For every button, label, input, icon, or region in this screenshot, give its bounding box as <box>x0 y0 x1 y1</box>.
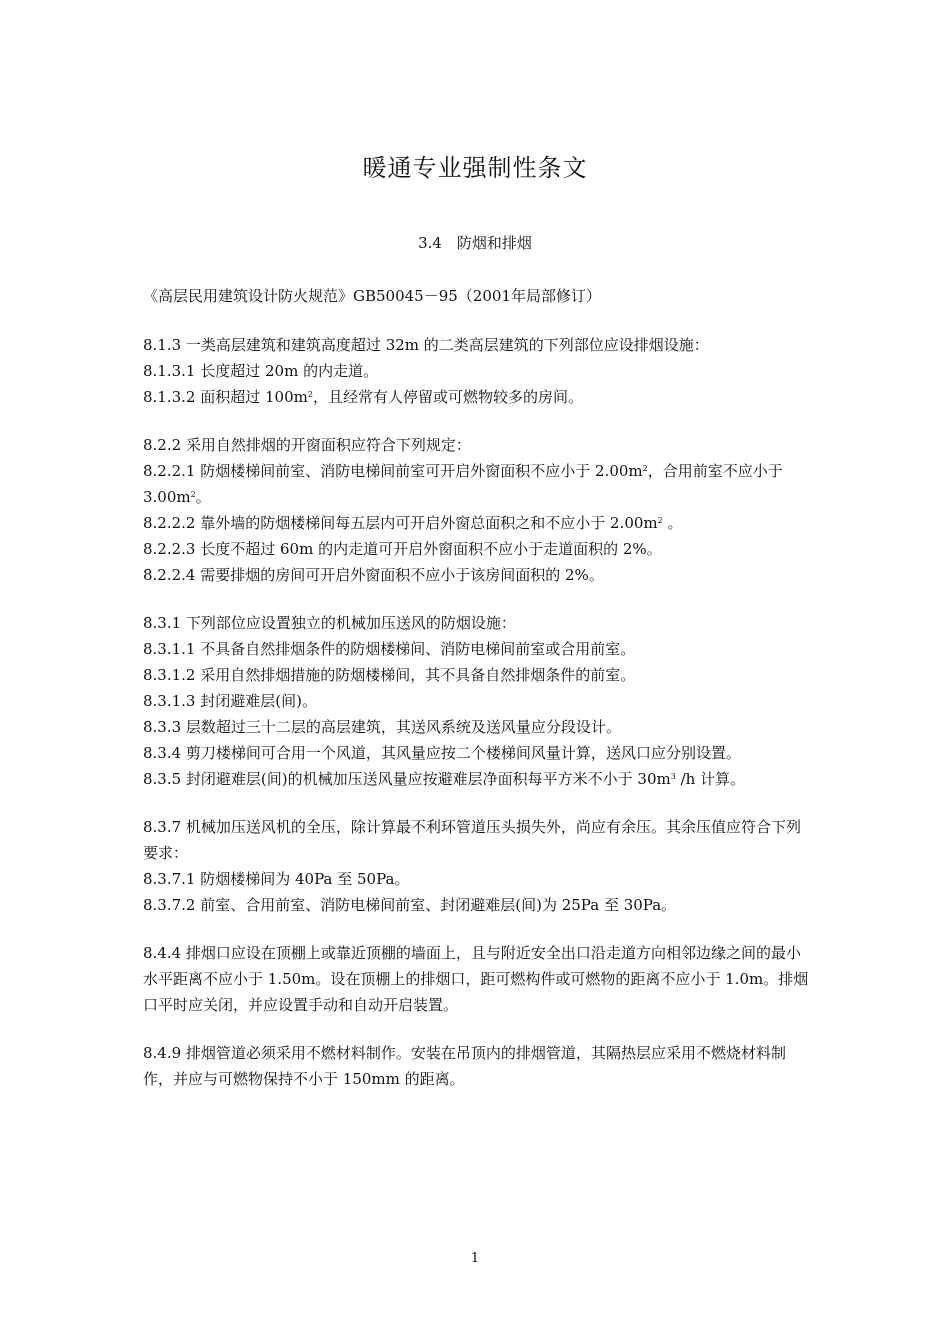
clause-8-1-3-2: 8.1.3.2 面积超过 $100m^2$，且经常有人停留或可燃物较多的房间。 <box>143 388 583 406</box>
superscript: 2 <box>190 490 196 499</box>
clause-8-3-7-1: 8.3.7.1 防烟楼梯间为 40Pa 至 50Pa。 <box>143 870 410 888</box>
clause-8-2-2: 8.2.2 采用自然排烟的开窗面积应符合下列规定： <box>143 436 471 454</box>
clause-8-2-2-3: 8.2.2.3 长度不超过 60m 的内走道可开启外窗面积不应小于走道面积的 2%。 <box>143 540 662 558</box>
superscript: 2 <box>642 464 648 473</box>
clause-8-3-7: 8.3.7 机械加压送风机的全压，除计算最不利环管道压头损失外，尚应有余压。其余压值应符合下列要求： <box>143 818 801 862</box>
clause-8-3-1-1: 8.3.1.1 不具备自然排烟条件的防烟楼梯间、消防电梯间前室或合用前室。 <box>143 640 636 658</box>
clause-8-1-3-1: 8.1.3.1 长度超过 20m 的内走道。 <box>143 362 379 380</box>
clause-8-3-3: 8.3.3 层数超过三十二层的高层建筑，其送风系统及送风量应分段设计。 <box>143 718 621 736</box>
clause-8-1-3: 8.1.3 一类高层建筑和建筑高度超过 32m 的二类高层建筑的下列部位应设排烟设施： <box>143 336 709 354</box>
clause-8-2-2-2: 8.2.2.2 靠外墙的防烟楼梯间每五层内可开启外窗总面积之和不应小于 $2.00m^2$ 。 <box>143 514 683 532</box>
clause-8-3-7-2: 8.3.7.2 前室、合用前室、消防电梯间前室、封闭避难层(间)为 25Pa 至 30Pa。 <box>143 896 677 914</box>
clause-8-3-1-3: 8.3.1.3 封闭避难层(间)。 <box>143 692 317 710</box>
section-heading: 3.4 防烟和排烟 <box>418 234 532 252</box>
clause-8-4-9: 8.4.9 排烟管道必须采用不燃材料制作。安装在吊顶内的排烟管道，其隔热层应采用不燃烧材料制作，并应与可燃物保持不小于 150mm 的距离。 <box>143 1044 786 1088</box>
superscript: 2 <box>307 390 313 399</box>
source-citation: 《高层民用建筑设计防火规范》GB50045－95（2001年局部修订） <box>143 287 601 305</box>
document-title: 暖通专业强制性条文 <box>362 154 588 182</box>
clause-8-2-2-1: 8.2.2.1 防烟楼梯间前室、消防电梯间前室可开启外窗面积不应小于 $2.00m^2$，合用前室不应小于 $3.00m^2$。 <box>143 462 783 506</box>
superscript: 2 <box>657 516 663 525</box>
clause-8-3-4: 8.3.4 剪刀楼梯间可合用一个风道，其风量应按二个楼梯间风量计算，送风口应分别设置。 <box>143 744 741 762</box>
clause-8-3-5: 8.3.5 封闭避难层(间)的机械加压送风量应按避难层净面积每平方米不小于 $30m^3$ /h 计算。 <box>143 770 746 788</box>
clauses-body <box>143 332 810 1092</box>
clause-8-3-1: 8.3.1 下列部位应设置独立的机械加压送风的防烟设施： <box>143 614 516 632</box>
clause-8-3-1-2: 8.3.1.2 采用自然排烟措施的防烟楼梯间，其不具备自然排烟条件的前室。 <box>143 666 636 684</box>
superscript: 3 <box>670 772 676 781</box>
clause-8-4-4: 8.4.4 排烟口应设在顶棚上或靠近顶棚的墙面上，且与附近安全出口沿走道方向相邻边缘之间的最小水平距离不应小于 1.50m。设在顶棚上的排烟口，距可燃构件或可燃物的距离不应小于 1.0m。排烟口平时应关闭，并应设置手动和自动开启装置。 <box>143 944 809 1014</box>
page-number: 1 <box>470 1251 480 1266</box>
clause-8-2-2-4: 8.2.2.4 需要排烟的房间可开启外窗面积不应小于该房间面积的 2%。 <box>143 566 604 584</box>
